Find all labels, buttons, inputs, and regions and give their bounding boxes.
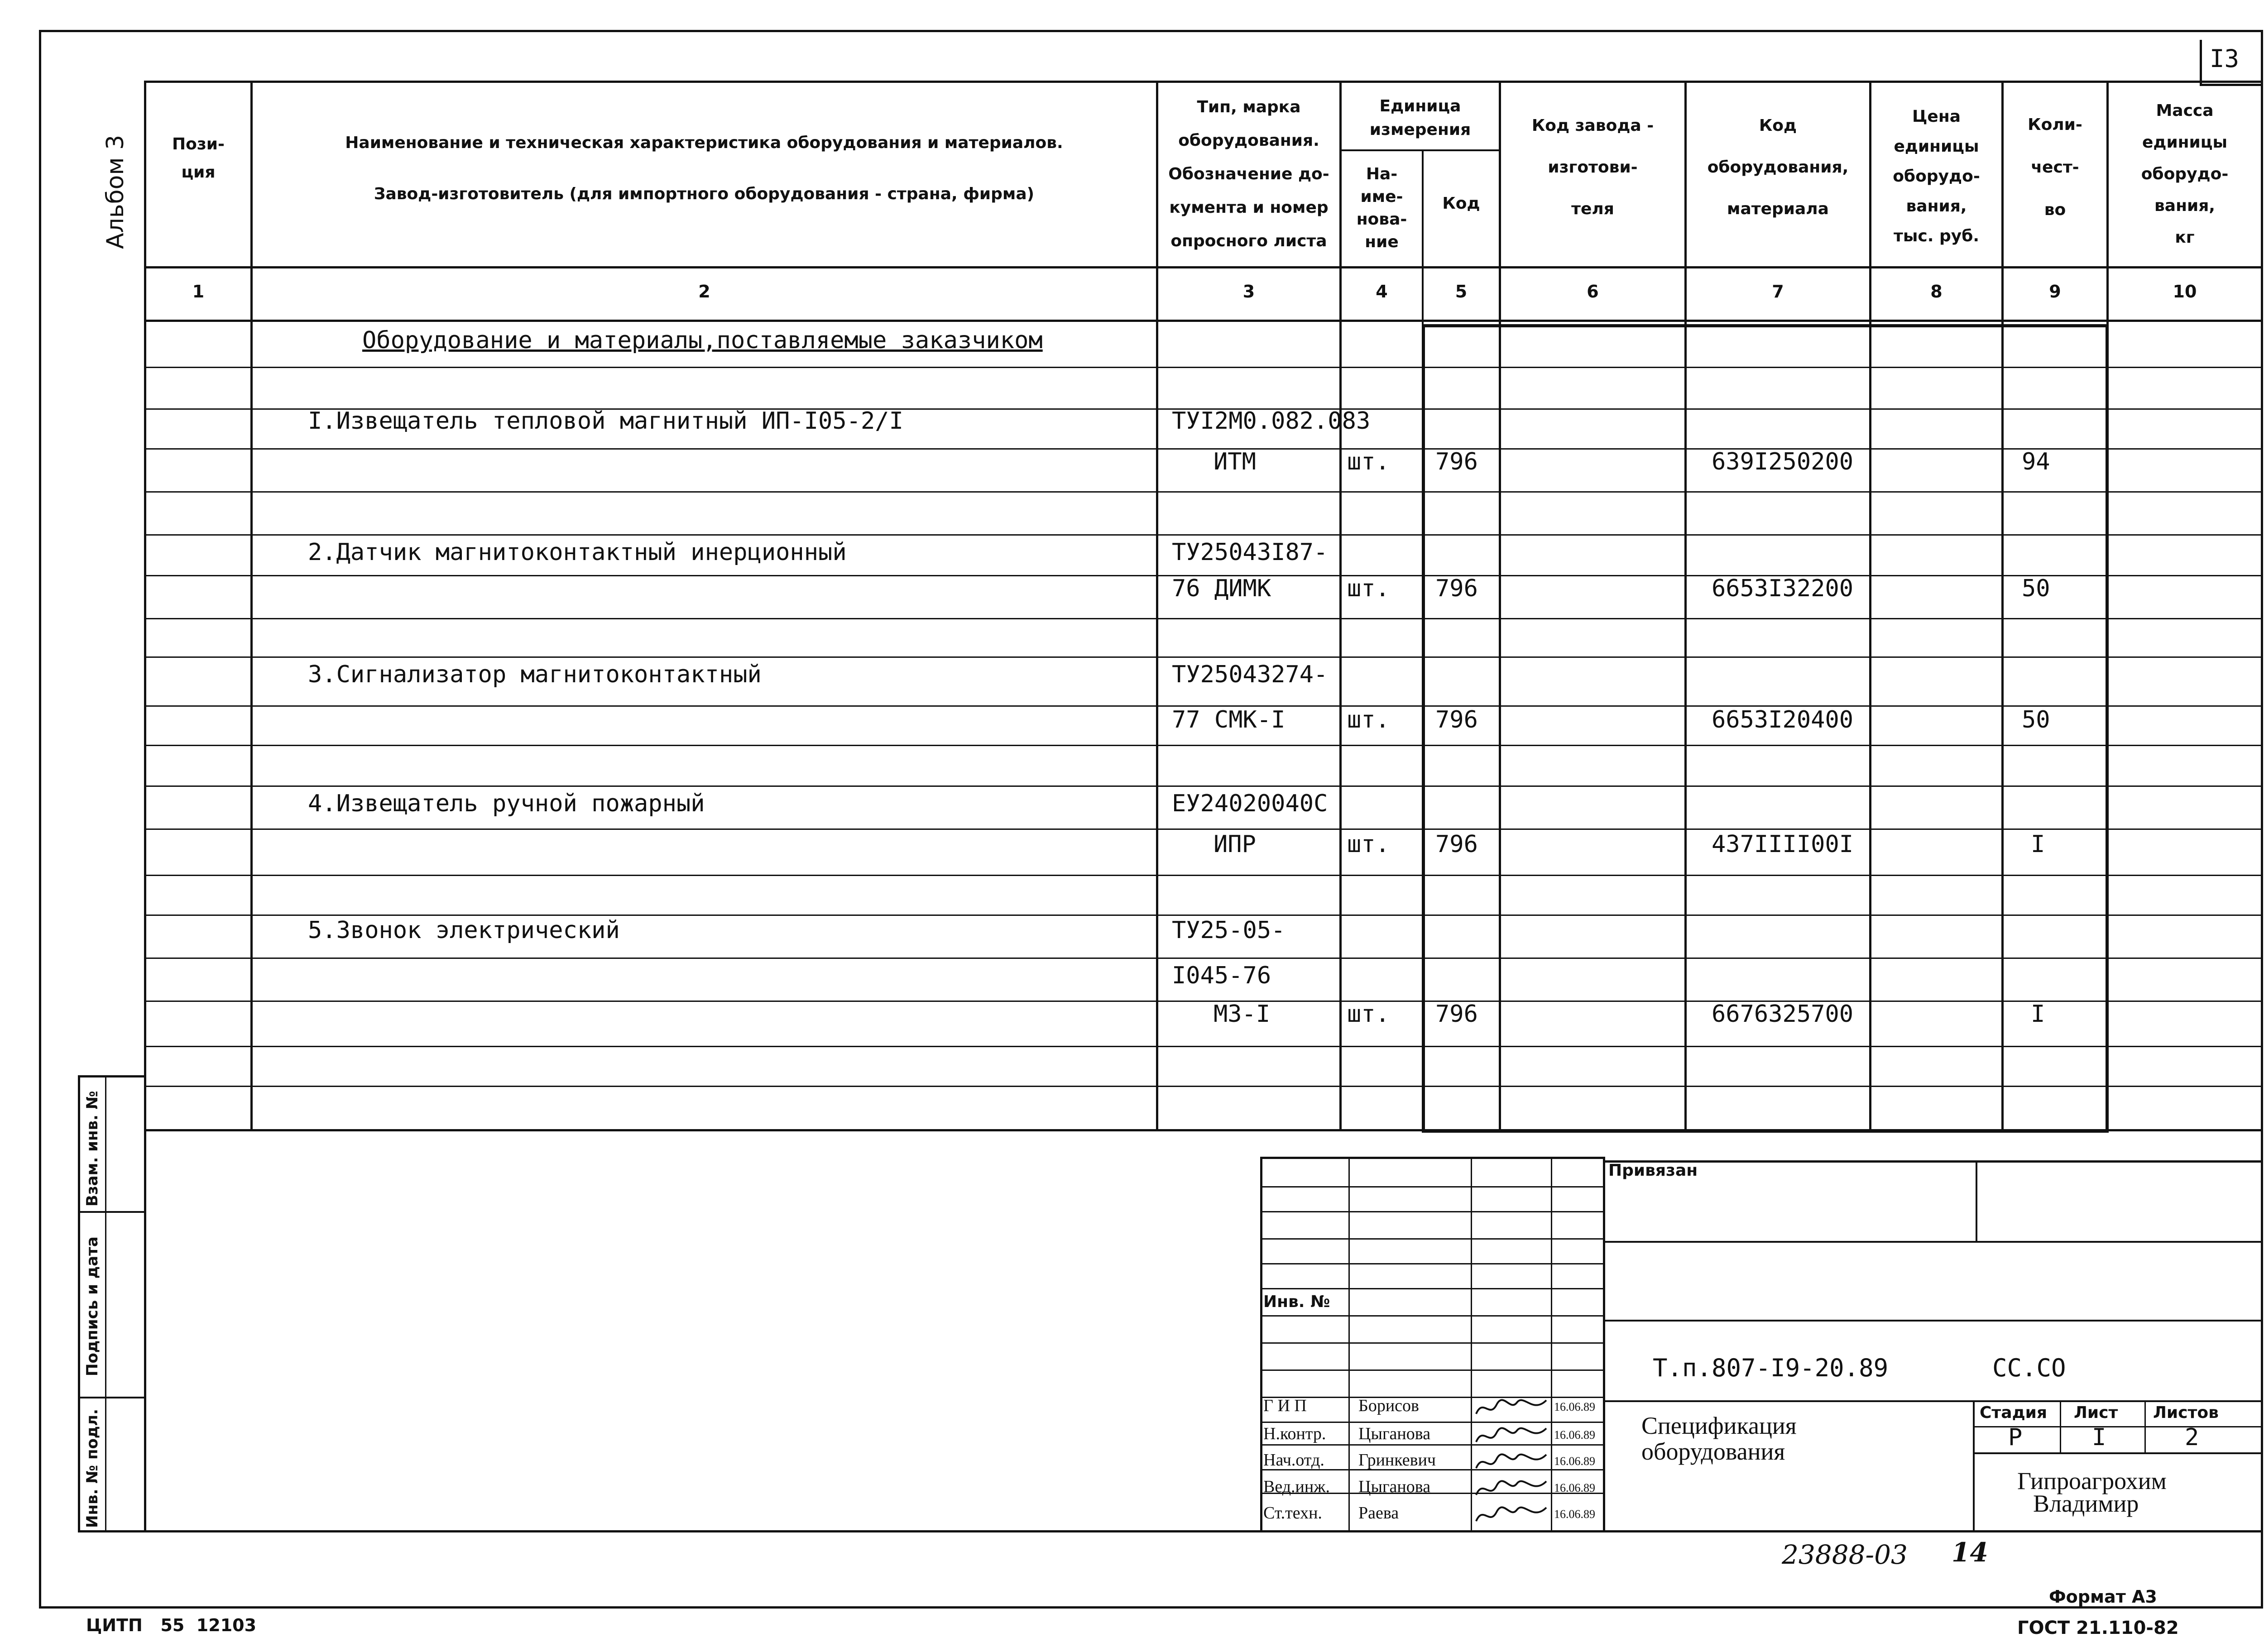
tb-top-right bbox=[1603, 1160, 2262, 1163]
tb-grid-col1 bbox=[1348, 1157, 1350, 1532]
row-qty: I bbox=[2031, 831, 2045, 858]
signer-date: 16.06.89 bbox=[1554, 1481, 1595, 1494]
tb-doc-code: Т.п.807-I9-20.89 bbox=[1653, 1354, 1889, 1382]
colnum-9: 9 bbox=[2049, 282, 2061, 302]
thick-box-right bbox=[2106, 324, 2109, 1131]
tb-stadiya-label: Стадия bbox=[1980, 1403, 2047, 1422]
tb-grid-col2 bbox=[1471, 1157, 1472, 1532]
header-col10: Масса единицы оборудо- вания, кг bbox=[2141, 101, 2229, 247]
tb-org-1: Гипроагрохим bbox=[2017, 1467, 2167, 1494]
section-title: Оборудование и материалы,поставляемые заказчиком bbox=[362, 327, 1043, 354]
unit-group-divider bbox=[1339, 149, 1499, 151]
colnum-3: 3 bbox=[1242, 282, 1255, 302]
format-label: Формат А3 bbox=[2049, 1587, 2157, 1607]
row-line bbox=[144, 828, 2262, 830]
row-qty: 50 bbox=[2022, 706, 2050, 733]
header-col7: Код оборудования, материала bbox=[1707, 116, 1849, 218]
side-stamp-div1 bbox=[78, 1211, 146, 1213]
row-line bbox=[144, 915, 2262, 916]
signer-name: Гринкевич bbox=[1358, 1451, 1436, 1470]
tb-stage-left bbox=[1973, 1400, 1975, 1532]
header-col4: На- име- нова- ние bbox=[1356, 165, 1407, 251]
tb-org-2: Владимир bbox=[2033, 1490, 2139, 1517]
tb-left bbox=[1260, 1157, 1262, 1532]
signer-name: Раева bbox=[1358, 1504, 1399, 1523]
row-line bbox=[144, 534, 2262, 536]
row-unit: шт. bbox=[1347, 448, 1390, 475]
signer-role: Ст.техн. bbox=[1263, 1504, 1322, 1523]
signature-scribble bbox=[1474, 1422, 1551, 1449]
tb-grid-line bbox=[1260, 1263, 1604, 1264]
side-inv-podl-label: Инв. № подл. bbox=[83, 1408, 101, 1528]
row-type: ТУ25043I87- bbox=[1172, 539, 1328, 566]
tb-bottom bbox=[146, 1530, 2263, 1532]
row-type: МЗ-I bbox=[1214, 1001, 1271, 1028]
row-name: 2.Датчик магнитоконтактный инерционный bbox=[308, 539, 847, 566]
tb-grid-line bbox=[1260, 1315, 1604, 1317]
header-bottom bbox=[144, 266, 2262, 268]
row-type: ЕУ24020040С bbox=[1172, 790, 1328, 817]
ctip-label: ЦИТП 55 12103 bbox=[86, 1615, 257, 1635]
row-line bbox=[144, 745, 2262, 746]
thick-box-bottom bbox=[1422, 1129, 2109, 1133]
signature-scribble bbox=[1474, 1501, 1551, 1528]
tb-code-bottom bbox=[1603, 1400, 2262, 1402]
row-unit: шт. bbox=[1347, 706, 1390, 733]
row-code: 796 bbox=[1435, 1001, 1478, 1028]
row-code: 796 bbox=[1435, 831, 1478, 858]
tb-grid-line bbox=[1260, 1422, 1604, 1423]
frame-left bbox=[39, 30, 41, 1608]
row-type: ТУI2М0.082.083 bbox=[1172, 407, 1371, 435]
header-unit-group: Единица измерения bbox=[1369, 97, 1471, 139]
frame-bottom bbox=[39, 1606, 2263, 1609]
tb-doc-mark: СС.СО bbox=[1992, 1354, 2066, 1382]
sheet-number-box-bottom bbox=[2200, 84, 2263, 86]
row-qty: 50 bbox=[2022, 575, 2050, 602]
row-type: ИПР bbox=[1214, 831, 1256, 858]
row-name: 3.Сигнализатор магнитоконтактный bbox=[308, 661, 762, 688]
side-stamp-right bbox=[144, 1075, 146, 1532]
row-line bbox=[144, 448, 2262, 450]
row-line bbox=[144, 785, 2262, 787]
tb-right bbox=[2261, 1160, 2263, 1532]
signature-scribble bbox=[1474, 1448, 1551, 1475]
tb-stadiya: Р bbox=[2008, 1424, 2023, 1451]
tb-doc-title-1: Спецификация bbox=[1641, 1412, 1797, 1439]
frame-top bbox=[39, 30, 2262, 32]
signer-date: 16.06.89 bbox=[1554, 1400, 1595, 1413]
header-col1: Пози- ция bbox=[172, 135, 225, 182]
handwritten-number: 23888-03 bbox=[1782, 1539, 1908, 1570]
signer-date: 16.06.89 bbox=[1554, 1428, 1595, 1441]
side-stamp-left bbox=[78, 1075, 80, 1532]
tb-privyazan: Привязан bbox=[1608, 1161, 1698, 1180]
signer-role: Вед.инж. bbox=[1263, 1477, 1330, 1496]
colnum-5: 5 bbox=[1455, 282, 1468, 302]
signer-role: Н.контр. bbox=[1263, 1424, 1326, 1443]
signature-scribble bbox=[1474, 1393, 1551, 1421]
tb-privyazan-divider bbox=[1976, 1160, 1977, 1242]
colnum-4: 4 bbox=[1376, 282, 1388, 302]
tb-stage-div2 bbox=[2144, 1400, 2146, 1454]
row-qty: 94 bbox=[2022, 448, 2050, 475]
row-equip-code: 6653I20400 bbox=[1712, 706, 1854, 733]
row-name: 5.Звонок электрический bbox=[308, 917, 620, 944]
row-unit: шт. bbox=[1347, 575, 1390, 602]
row-line bbox=[144, 1046, 2262, 1047]
tb-grid-line bbox=[1260, 1444, 1604, 1446]
signer-name: Цыганова bbox=[1358, 1424, 1431, 1443]
signature-scribble bbox=[1474, 1475, 1551, 1502]
side-stamp-div2 bbox=[78, 1397, 146, 1398]
tb-grid-line bbox=[1260, 1342, 1604, 1344]
tb-listov: 2 bbox=[2185, 1424, 2199, 1451]
row-line bbox=[144, 656, 2262, 658]
side-stamp-top bbox=[78, 1075, 146, 1077]
tb-grid-line bbox=[1260, 1397, 1604, 1398]
tb-list-label: Лист bbox=[2074, 1403, 2118, 1422]
signer-name: Цыганова bbox=[1358, 1477, 1431, 1496]
row-type: ТУ25-05- bbox=[1172, 917, 1285, 944]
header-col3: Тип, марка оборудования. Обозначение до- кумента и номер опросного листа bbox=[1168, 98, 1329, 250]
sheet-number: I3 bbox=[2210, 44, 2240, 73]
side-stamp-bottom bbox=[78, 1530, 146, 1532]
side-stamp-inner bbox=[105, 1075, 106, 1532]
header-col8: Цена единицы оборудо- вания, тыс. руб. bbox=[1893, 107, 1980, 245]
tb-privyazan-bottom bbox=[1603, 1241, 2262, 1243]
tb-stage-div1 bbox=[2060, 1400, 2061, 1454]
colnum-bottom bbox=[144, 320, 2262, 322]
colnum-7: 7 bbox=[1772, 282, 1784, 302]
row-code: 796 bbox=[1435, 575, 1478, 602]
signer-date: 16.06.89 bbox=[1554, 1455, 1595, 1468]
header-col2-line1: Наименование и техническая характеристика оборудования и материалов. bbox=[345, 134, 1063, 152]
row-line bbox=[144, 875, 2262, 876]
tb-list: I bbox=[2092, 1424, 2106, 1451]
col-line-5 bbox=[1499, 81, 1501, 1131]
gost-label: ГОСТ 21.110-82 bbox=[2017, 1618, 2179, 1638]
signer-date: 16.06.89 bbox=[1554, 1508, 1595, 1521]
signer-role: Г И П bbox=[1263, 1396, 1307, 1415]
row-line bbox=[144, 491, 2262, 493]
header-col6: Код завода - изготови- теля bbox=[1531, 116, 1654, 218]
tb-grid-col3 bbox=[1551, 1157, 1552, 1532]
sheet-number-box-left bbox=[2200, 40, 2202, 85]
row-type: ИТМ bbox=[1214, 448, 1256, 475]
album-label: Альбом 3 bbox=[102, 134, 129, 249]
row-equip-code: 6676325700 bbox=[1712, 1001, 1854, 1028]
side-podpis-label: Подпись и дата bbox=[83, 1236, 101, 1376]
row-line bbox=[144, 958, 2262, 959]
row-equip-code: 6653I32200 bbox=[1712, 575, 1854, 602]
row-type: 76 ДИМК bbox=[1172, 575, 1271, 602]
row-line bbox=[144, 618, 2262, 619]
row-type: ТУ25043274- bbox=[1172, 661, 1328, 688]
table-top bbox=[144, 81, 2262, 83]
header-col2-line2: Завод-изготовитель (для импортного оборудования - страна, фирма) bbox=[374, 185, 1035, 203]
row-line bbox=[144, 1001, 2262, 1002]
row-code: 796 bbox=[1435, 448, 1478, 475]
tb-top-left bbox=[1260, 1157, 1604, 1159]
colnum-10: 10 bbox=[2173, 282, 2197, 302]
tb-grid-line bbox=[1260, 1238, 1604, 1240]
thick-box-top bbox=[1422, 324, 2108, 327]
tb-grid-line bbox=[1260, 1186, 1604, 1188]
colnum-6: 6 bbox=[1587, 282, 1599, 302]
tb-stage-row2 bbox=[1973, 1452, 2262, 1454]
thick-box-left bbox=[1422, 324, 1425, 1131]
colnum-1: 1 bbox=[192, 282, 205, 302]
header-col9: Коли- чест- во bbox=[2028, 115, 2082, 219]
row-name: I.Извещатель тепловой магнитный ИП-I05-2/I bbox=[308, 407, 903, 435]
row-equip-code: 437IIII00I bbox=[1712, 831, 1854, 858]
colnum-8: 8 bbox=[1930, 282, 1943, 302]
row-unit: шт. bbox=[1347, 831, 1390, 858]
row-line bbox=[144, 367, 2262, 368]
col-line-6 bbox=[1684, 81, 1687, 1131]
header-col5: Код bbox=[1442, 194, 1480, 213]
tb-code-top bbox=[1603, 1320, 2262, 1322]
row-type: 77 СМК-I bbox=[1172, 706, 1285, 733]
tb-inv-no: Инв. № bbox=[1263, 1293, 1330, 1311]
row-type: I045-76 bbox=[1172, 962, 1271, 989]
row-equip-code: 639I250200 bbox=[1712, 448, 1854, 475]
row-qty: I bbox=[2031, 1001, 2045, 1028]
signer-role: Нач.отд. bbox=[1263, 1451, 1324, 1470]
row-unit: шт. bbox=[1347, 1001, 1390, 1028]
tb-grid-line bbox=[1260, 1369, 1604, 1371]
handwritten-page: 14 bbox=[1952, 1537, 1988, 1568]
row-code: 796 bbox=[1435, 706, 1478, 733]
tb-listov-label: Листов bbox=[2153, 1403, 2219, 1422]
row-name: 4.Извещатель ручной пожарный bbox=[308, 790, 705, 817]
col-line-8 bbox=[2001, 81, 2004, 1131]
signer-name: Борисов bbox=[1358, 1396, 1419, 1415]
side-vzam-label: Взам. инв. № bbox=[83, 1091, 101, 1207]
tb-grid-line bbox=[1260, 1211, 1604, 1212]
col-line-1 bbox=[250, 81, 253, 1131]
colnum-2: 2 bbox=[698, 282, 710, 302]
tb-main-divider bbox=[1603, 1157, 1605, 1532]
tb-grid-line bbox=[1260, 1288, 1604, 1289]
row-line bbox=[144, 1086, 2262, 1087]
tb-doc-title-2: оборудования bbox=[1641, 1438, 1785, 1465]
